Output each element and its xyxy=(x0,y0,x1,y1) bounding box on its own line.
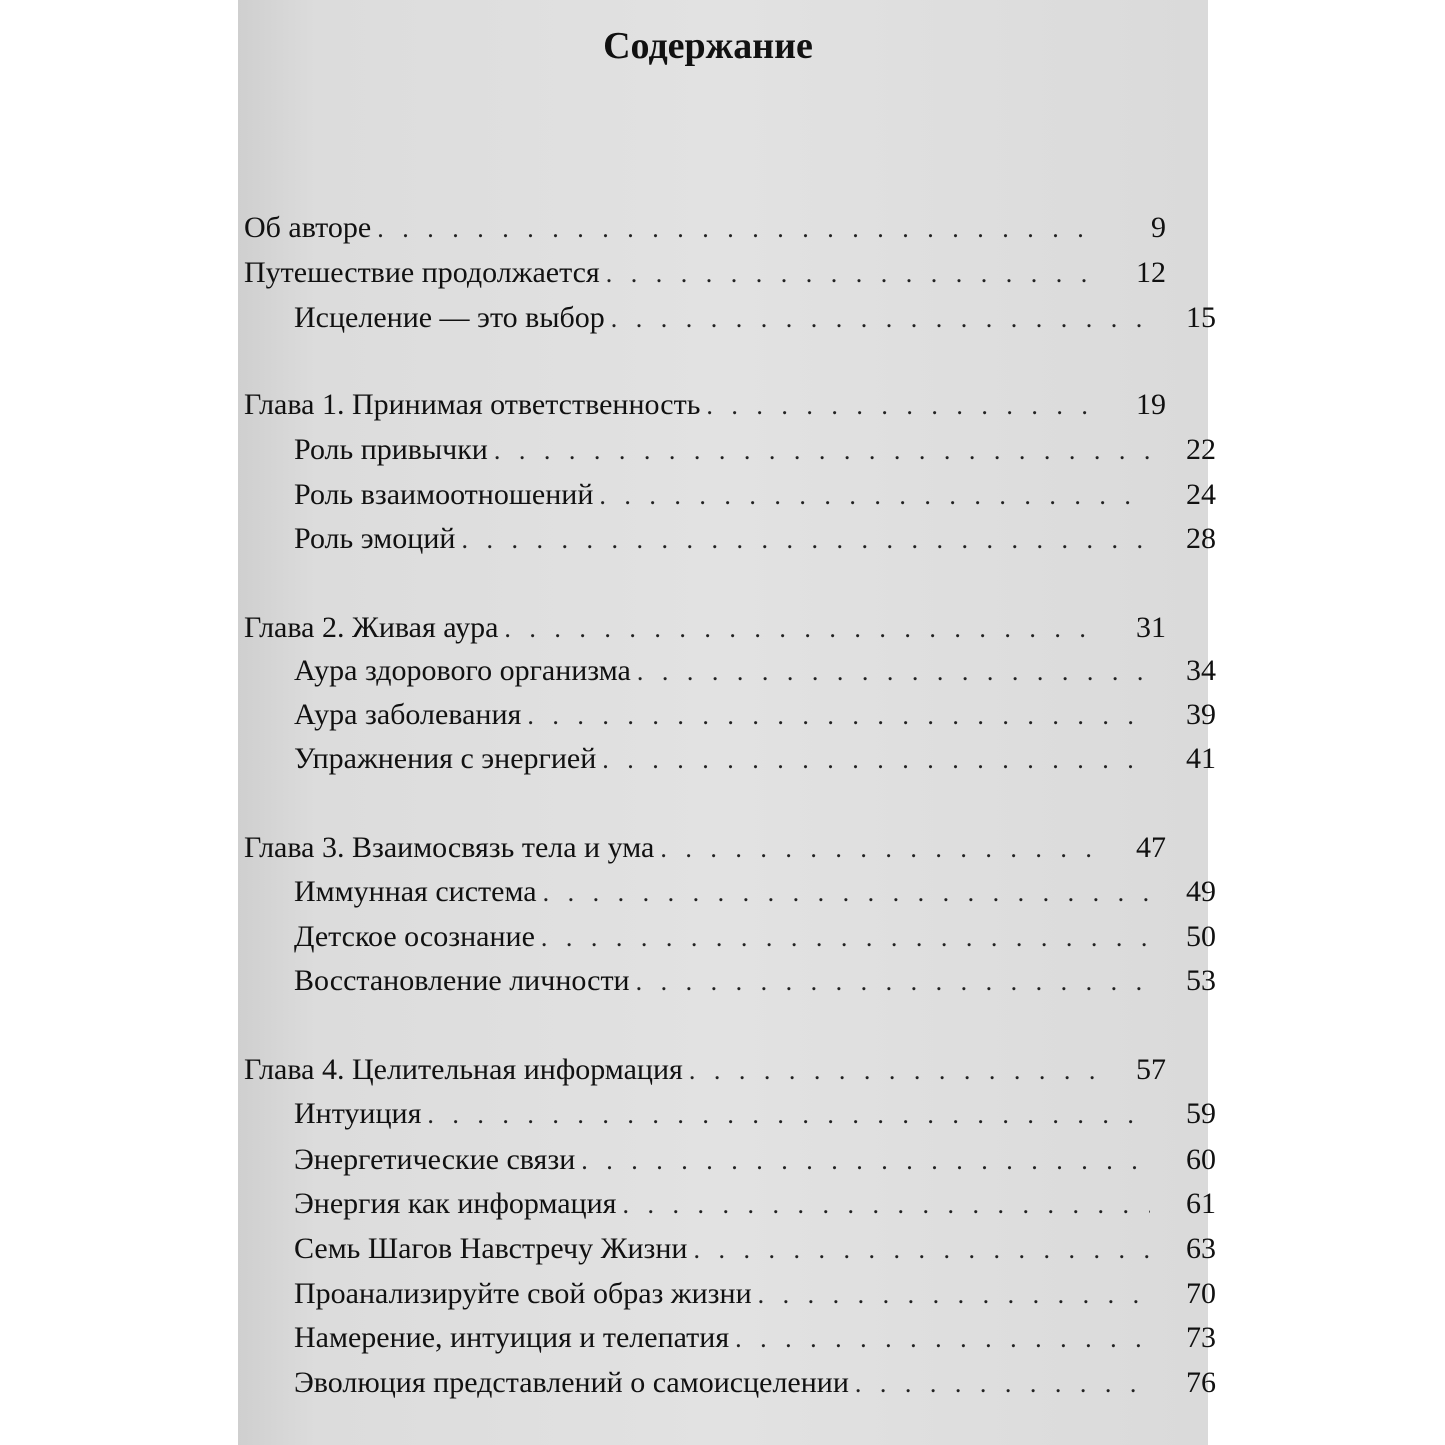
toc-entry-page: 63 xyxy=(1186,1232,1216,1265)
dot-leader xyxy=(611,299,1150,339)
toc-entry-page: 31 xyxy=(1136,611,1166,644)
dot-leader xyxy=(706,386,1100,426)
toc-entry xyxy=(238,385,1166,425)
toc-entry-label: Роль привычки xyxy=(294,433,488,466)
dot-leader xyxy=(689,1051,1100,1091)
toc-entry-label: Детское осознание xyxy=(294,920,535,953)
toc-entry-page: 49 xyxy=(1186,875,1216,908)
toc-entry-label: Проанализируйте свой образ жизни xyxy=(294,1277,752,1310)
toc-entry-page: 12 xyxy=(1136,256,1166,289)
toc-entry-label: Интуиция xyxy=(294,1097,422,1130)
toc-entry xyxy=(238,608,1166,648)
toc-entry-label: Глава 4. Целительная информация xyxy=(244,1053,683,1086)
toc-entry-page: 24 xyxy=(1186,478,1216,511)
toc-entry xyxy=(238,1140,1216,1180)
dot-leader xyxy=(660,829,1100,869)
toc-entry-label: Глава 2. Живая аура xyxy=(244,611,499,644)
toc-entry-page: 22 xyxy=(1186,433,1216,466)
toc-entry xyxy=(238,208,1166,248)
toc-entry-page: 39 xyxy=(1186,698,1216,731)
toc-entry xyxy=(238,739,1216,779)
dot-leader xyxy=(581,1141,1150,1181)
dot-leader xyxy=(599,476,1150,516)
toc-entry-label: Энергетические связи xyxy=(294,1143,576,1176)
dot-leader xyxy=(527,696,1150,736)
toc-entry-label: Исцеление — это выбор xyxy=(294,301,605,334)
toc-entry xyxy=(238,1229,1216,1269)
toc-entry-page: 9 xyxy=(1151,211,1166,244)
toc-entry xyxy=(238,1318,1216,1358)
toc-entry-label: Восстановление личности xyxy=(294,964,630,997)
toc-entry-label: Эволюция представлений о самоисцелении xyxy=(294,1366,849,1399)
dot-leader xyxy=(758,1275,1150,1315)
page-title: Содержание xyxy=(603,25,813,67)
dot-leader xyxy=(855,1364,1150,1404)
toc-entry-page: 59 xyxy=(1186,1097,1216,1130)
toc-entry-page: 73 xyxy=(1186,1321,1216,1354)
toc-entry-page: 57 xyxy=(1136,1053,1166,1086)
toc-entry-page: 50 xyxy=(1186,920,1216,953)
toc-entry-label: Роль взаимоотношений xyxy=(294,478,594,511)
toc-entry xyxy=(238,519,1216,559)
toc-entry-page: 34 xyxy=(1186,654,1216,687)
toc-entry xyxy=(238,475,1216,515)
toc-entry-page: 61 xyxy=(1186,1187,1216,1220)
toc-entry xyxy=(238,1050,1166,1090)
toc-entry xyxy=(238,1184,1216,1224)
toc-entry-label: Энергия как информация xyxy=(294,1187,617,1220)
toc-entry xyxy=(238,651,1216,691)
toc-entry-label: Иммунная система xyxy=(294,875,537,908)
toc-entry-page: 70 xyxy=(1186,1277,1216,1310)
toc-entry xyxy=(238,828,1166,868)
toc-entry xyxy=(238,253,1166,293)
toc-entry xyxy=(238,917,1216,957)
toc-entry xyxy=(238,872,1216,912)
dot-leader xyxy=(622,1185,1150,1225)
book-page xyxy=(238,0,1216,1445)
toc-entry-label: Роль эмоций xyxy=(294,522,456,555)
dot-leader xyxy=(494,431,1150,471)
dot-leader xyxy=(735,1319,1150,1359)
toc-entry-page: 28 xyxy=(1186,522,1216,555)
toc-entry-label: Семь Шагов Навстречу Жизни xyxy=(294,1232,688,1265)
toc-entry-label: Упражнения с энергией xyxy=(294,742,597,775)
dot-leader xyxy=(693,1230,1150,1270)
toc-entry-page: 19 xyxy=(1136,388,1166,421)
toc-entry xyxy=(238,1274,1216,1314)
toc-entry-label: Глава 3. Взаимосвязь тела и ума xyxy=(244,831,655,864)
toc-entry-page: 76 xyxy=(1186,1366,1216,1399)
dot-leader xyxy=(543,873,1150,913)
toc-entry xyxy=(238,961,1216,1001)
dot-leader xyxy=(606,254,1100,294)
dot-leader xyxy=(636,962,1150,1002)
dot-leader xyxy=(602,740,1150,780)
dot-leader xyxy=(461,520,1150,560)
toc-entry-label: Путешествие продолжается xyxy=(244,256,600,289)
dot-leader xyxy=(377,209,1100,249)
toc-entry-label: Об авторе xyxy=(244,211,372,244)
dot-leader xyxy=(427,1095,1150,1135)
dot-leader xyxy=(541,918,1150,958)
toc-entry xyxy=(238,1094,1216,1134)
toc-entry-label: Аура здорового организма xyxy=(294,654,631,687)
toc-entry-label: Глава 1. Принимая ответственность xyxy=(244,388,701,421)
dot-leader xyxy=(637,652,1150,692)
toc-entry-page: 41 xyxy=(1186,742,1216,775)
toc-entry-page: 53 xyxy=(1186,964,1216,997)
dot-leader xyxy=(504,609,1100,649)
toc-entry xyxy=(238,430,1216,470)
toc-entry-label: Аура заболевания xyxy=(294,698,522,731)
toc-entry xyxy=(238,298,1216,338)
toc-entry xyxy=(238,695,1216,735)
toc-entry-page: 47 xyxy=(1136,831,1166,864)
toc-entry-page: 15 xyxy=(1186,301,1216,334)
toc-entry-page: 60 xyxy=(1186,1143,1216,1176)
toc-entry xyxy=(238,1363,1216,1403)
toc-entry-label: Намерение, интуиция и телепатия xyxy=(294,1321,730,1354)
